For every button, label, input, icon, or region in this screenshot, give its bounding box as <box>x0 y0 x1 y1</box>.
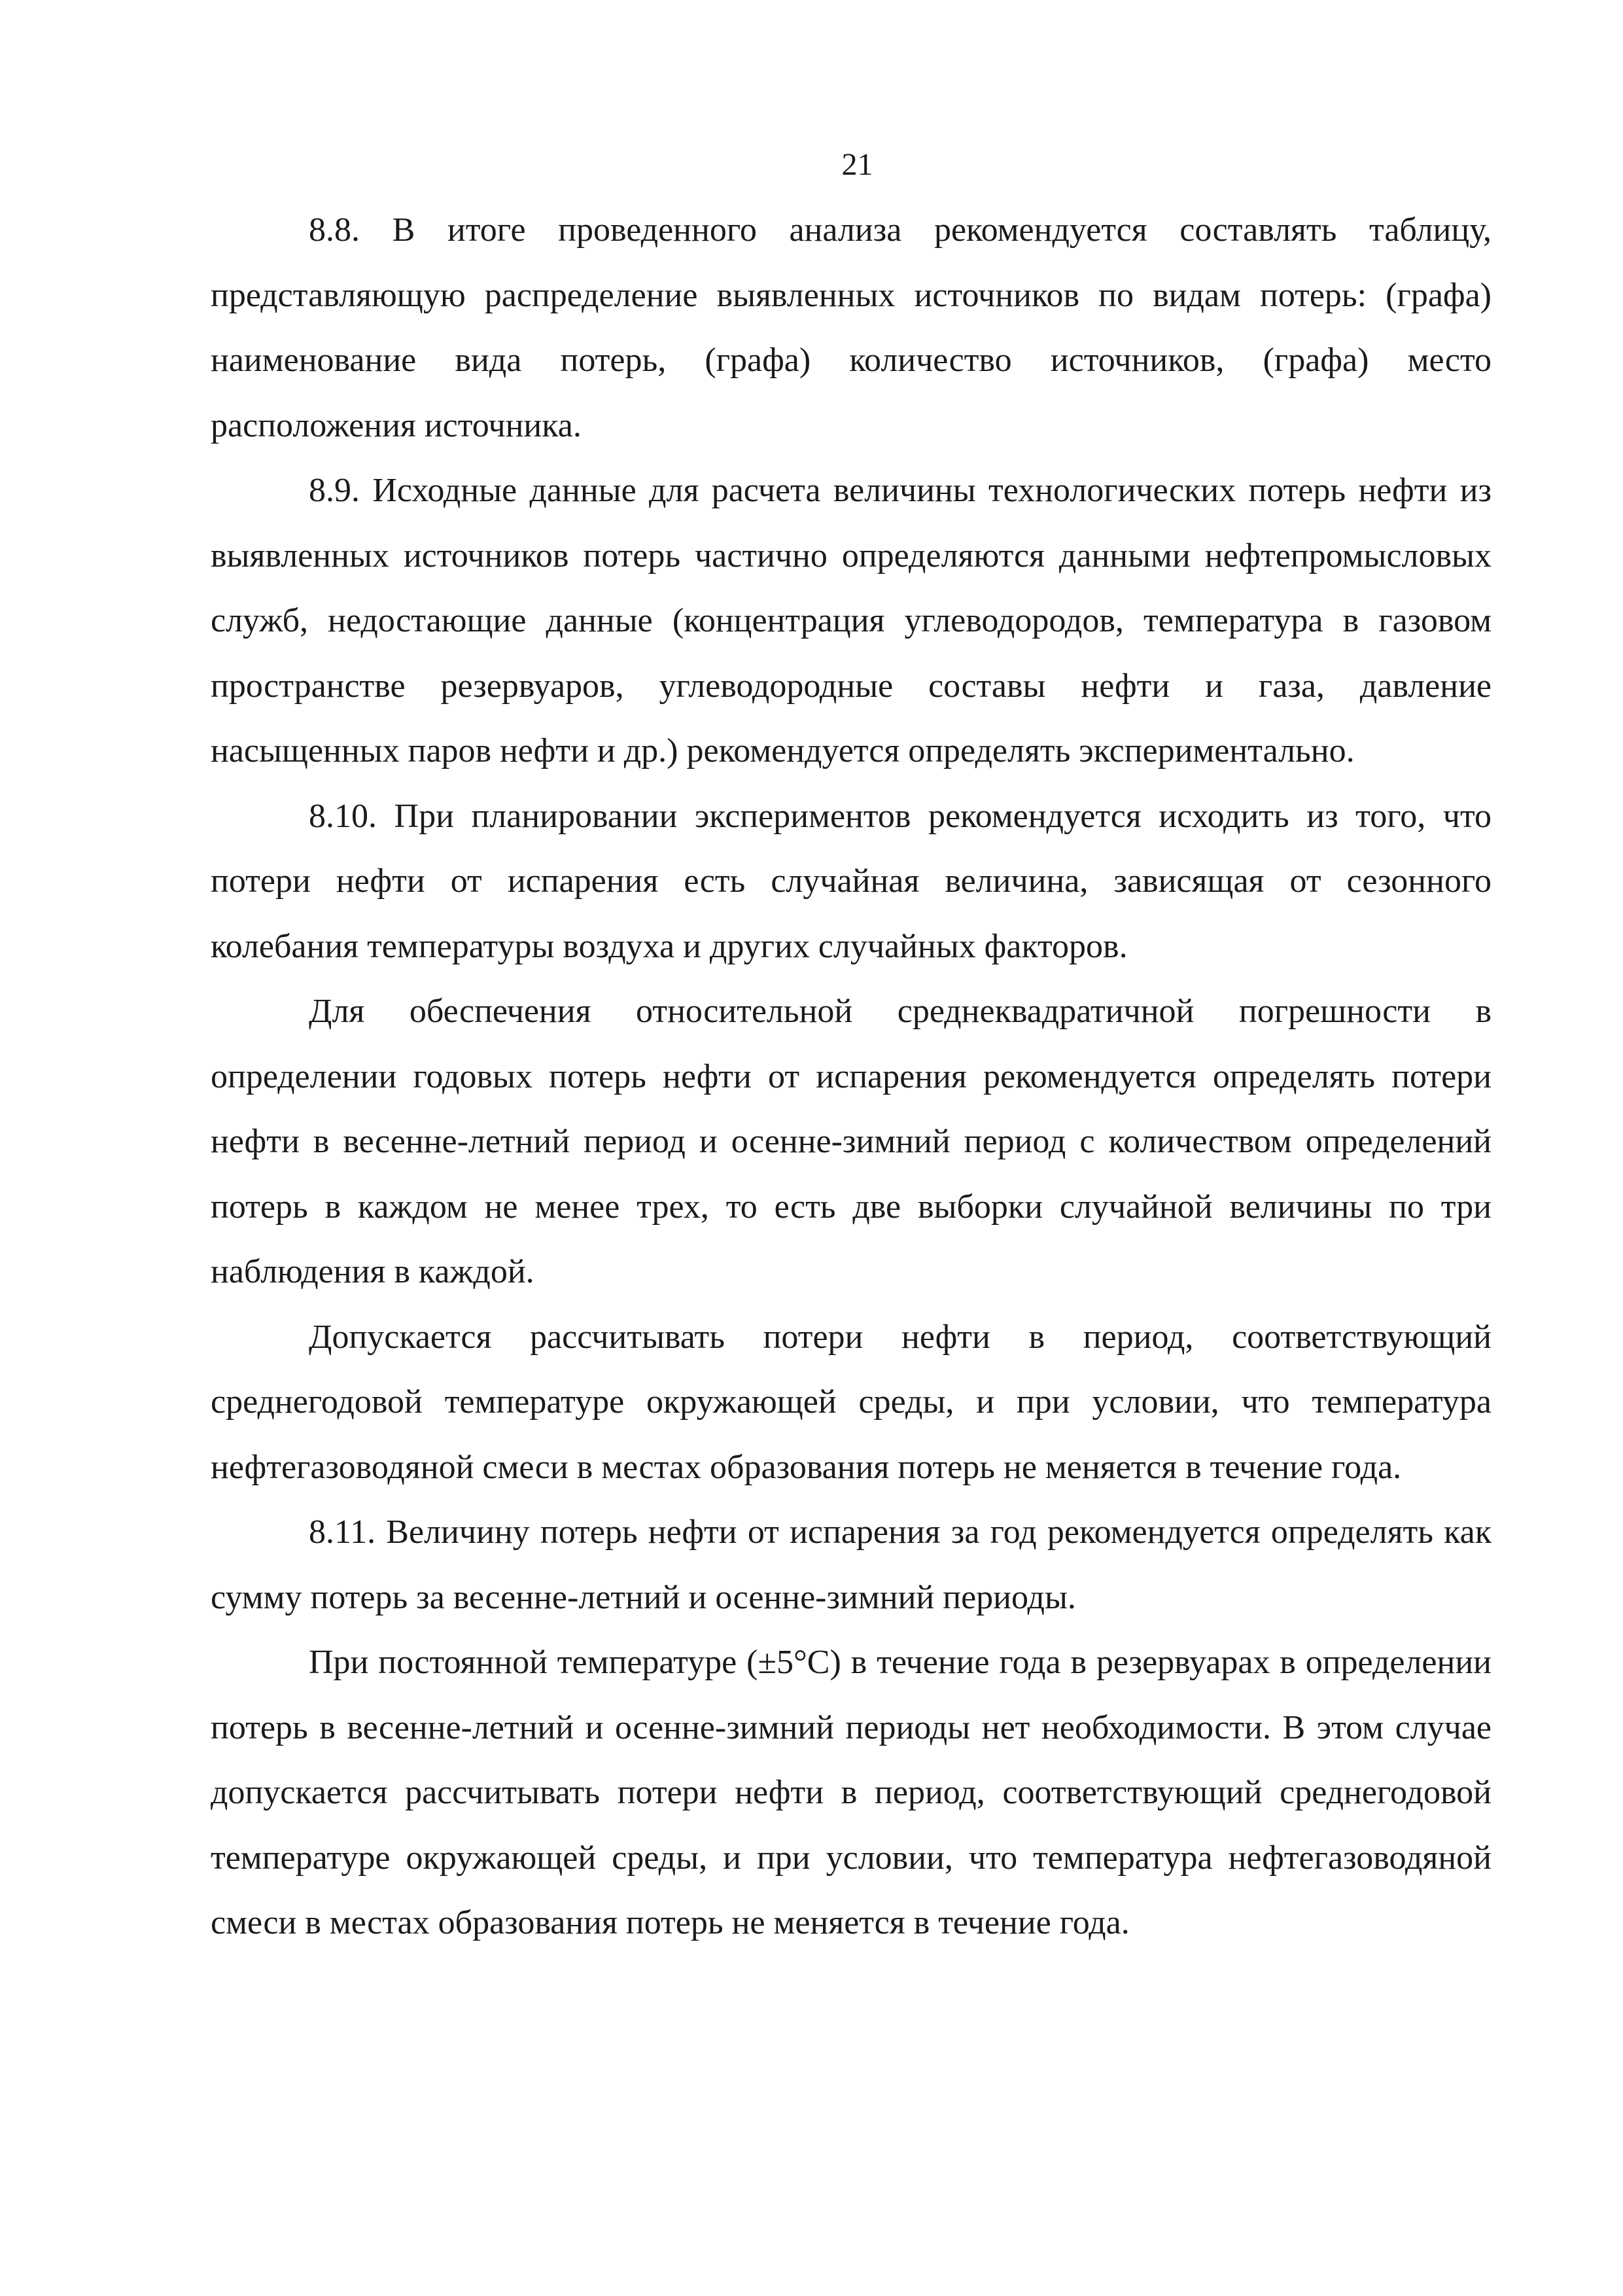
paragraph-8-10-average-temperature: Допускается рассчитывать потери нефти в период, соответствующий среднегодовой температуре окружающей среды, и при условии, что температура нефтегазоводяной смеси в местах образования потерь не меняется в течение года. <box>211 1318 1492 1486</box>
page-number: 21 <box>841 147 873 182</box>
paragraph-8-10: 8.10. При планировании экспериментов рекомендуется исходить из того, что потери нефти от испарения есть случайная величина, зависящая от сезонного колебания температуры воздуха и других случайных факторов. <box>211 797 1492 965</box>
paragraph-8-11: 8.11. Величину потерь нефти от испарения за год рекомендуется определять как сумму потерь за весенне-летний и осенне-зимний периоды. <box>211 1513 1492 1616</box>
body-text <box>211 198 1492 1956</box>
paragraph-8-8: 8.8. В итоге проведенного анализа рекомендуется составлять таблицу, представляющую распределение выявленных источников по видам потерь: (графа) наименование вида потерь, (графа) количество источников, (графа) место расположения источника. <box>211 211 1492 444</box>
paragraph-8-9: 8.9. Исходные данные для расчета величины технологических потерь нефти из выявленных источников потерь частично определяются данными нефтепромысловых служб, недостающие данные (концентрация углеводородов, температура в газовом пространстве резервуаров, углеводородные составы нефти и газа, давление насыщенных паров нефти и др.) рекомендуется определять экспериментально. <box>211 472 1492 769</box>
paragraph-8-10-accuracy: Для обеспечения относительной среднеквадратичной погрешности в определении годовых потерь нефти от испарения рекомендуется определять потери нефти в весенне-летний период и осенне-зимний период с количеством определений потерь в каждом не менее трех, то есть две выборки случайной величины по три наблюдения в каждой. <box>211 993 1492 1290</box>
paragraph-8-11-constant-temperature: При постоянной температуре (±5°С) в течение года в резервуарах в определении потерь в весенне-летний и осенне-зимний периоды нет необходимости. В этом случае допускается рассчитывать потери нефти в период, соответствующий среднегодовой температуре окружающей среды, и при условии, что температура нефтегазоводяной смеси в местах образования потерь не меняется в течение года. <box>211 1644 1492 1941</box>
